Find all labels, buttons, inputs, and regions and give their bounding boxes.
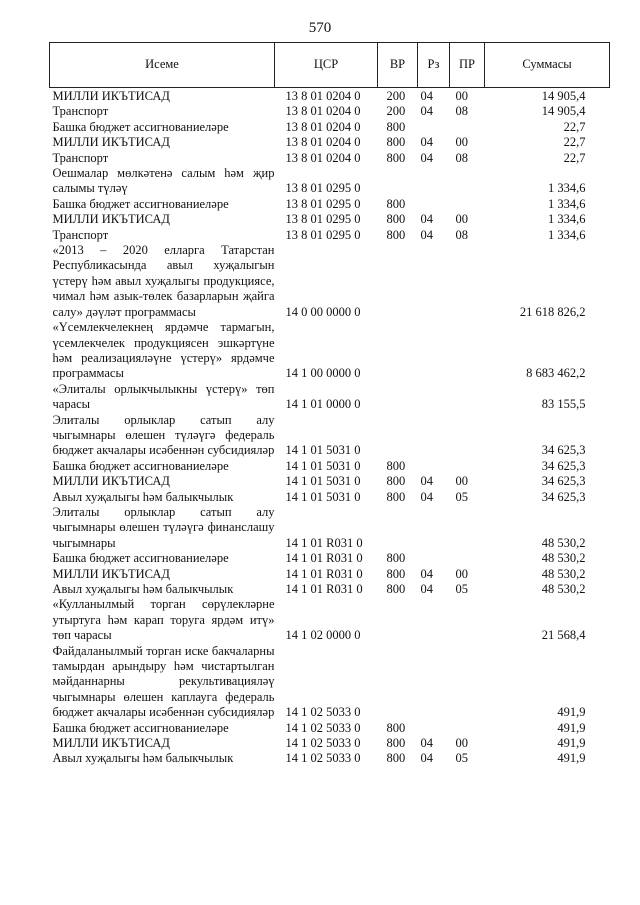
- cell-csr: 14 1 01 R031 0: [285, 582, 363, 596]
- cell-vr: 800: [386, 751, 406, 766]
- cell-vr: 800: [386, 212, 406, 227]
- cell-vr: [378, 413, 418, 459]
- cell-name: Транспорт: [52, 150, 109, 165]
- cell-pr: 00: [455, 135, 468, 150]
- cell-vr: [378, 644, 418, 721]
- cell-pr: 05: [455, 489, 468, 504]
- table-row: [50, 413, 610, 459]
- cell-vr: 800: [386, 720, 406, 735]
- cell-pr: 00: [455, 736, 468, 751]
- cell-csr: 14 1 01 0000 0: [285, 397, 361, 412]
- cell-vr: [378, 243, 418, 320]
- cell-rz: [418, 459, 450, 474]
- cell-csr: 14 1 02 5033 0: [285, 751, 361, 766]
- cell-name: Авыл хуҗалыгы һәм балыкчылык: [52, 489, 234, 504]
- cell-sum: 22,7: [563, 119, 586, 134]
- cell-csr: 14 1 01 R031 0: [285, 551, 363, 566]
- cell-sum: 491,9: [557, 720, 586, 735]
- cell-vr: 800: [386, 566, 406, 581]
- cell-vr: 200: [386, 89, 406, 103]
- cell-sum: 48 530,2: [541, 535, 586, 550]
- table-row: [50, 582, 610, 597]
- table-header-row: [50, 43, 610, 88]
- cell-pr: [450, 459, 485, 474]
- cell-pr: [450, 382, 485, 413]
- cell-csr: 13 8 01 0204 0: [285, 119, 361, 134]
- cell-rz: 04: [420, 150, 433, 165]
- table-row: [50, 88, 610, 105]
- cell-csr: 14 1 01 R031 0: [285, 535, 363, 550]
- cell-vr: 800: [386, 736, 406, 751]
- cell-csr: 13 8 01 0295 0: [285, 212, 361, 227]
- table-row: [50, 551, 610, 566]
- budget-table: [49, 42, 610, 767]
- cell-sum: 491,9: [557, 736, 586, 751]
- table-row: [50, 166, 610, 197]
- cell-csr: 14 1 01 5031 0: [285, 443, 361, 458]
- cell-name: Башка бюджет ассигнованиеләре: [52, 458, 229, 473]
- cell-vr: 800: [386, 227, 406, 242]
- cell-name: Башка бюджет ассигнованиеләре: [52, 720, 229, 735]
- cell-pr: 05: [455, 582, 468, 596]
- cell-csr: 14 1 00 0000 0: [285, 366, 361, 381]
- cell-pr: 00: [455, 89, 468, 103]
- cell-name: Оешмалар мөлкәтенә салым һәм җир салымы түләү: [52, 166, 275, 196]
- table-row: [50, 197, 610, 212]
- cell-vr: 800: [386, 150, 406, 165]
- cell-name: МИЛЛИ ИКЪТИСАД: [52, 736, 170, 751]
- cell-rz: [418, 120, 450, 135]
- cell-name: «2013 – 2020 елларга Татарстан Республикасында авыл хуҗалыгын үстерү һәм авыл хуҗалыгы продукциясе, чимал һәм азык-төлек базарларын җайга салу» дәүләт программасы: [52, 243, 275, 319]
- cell-vr: [378, 382, 418, 413]
- cell-vr: 800: [386, 474, 406, 489]
- cell-rz: [418, 243, 450, 320]
- table-row: [50, 151, 610, 166]
- cell-vr: 800: [386, 135, 406, 150]
- cell-pr: 08: [455, 227, 468, 242]
- cell-pr: [450, 597, 485, 643]
- table-row: [50, 382, 610, 413]
- cell-rz: [418, 413, 450, 459]
- cell-name: Элиталы орлыклар сатып алу чыгымнары өлешен түләүгә финанслашу чыгымнары: [52, 504, 275, 550]
- cell-csr: 13 8 01 0204 0: [285, 135, 361, 150]
- cell-name: Транспорт: [52, 227, 109, 242]
- cell-vr: 800: [386, 489, 406, 504]
- cell-pr: 00: [455, 474, 468, 489]
- cell-pr: 00: [455, 566, 468, 581]
- cell-sum: 491,9: [557, 751, 586, 766]
- cell-rz: 04: [420, 489, 433, 504]
- table-row: [50, 597, 610, 643]
- cell-pr: [450, 721, 485, 736]
- cell-rz: [418, 644, 450, 721]
- cell-csr: 13 8 01 0204 0: [285, 150, 361, 165]
- cell-vr: 200: [386, 104, 406, 119]
- table-row: [50, 243, 610, 320]
- cell-sum: 21 618 826,2: [519, 304, 586, 319]
- cell-sum: 1 334,6: [548, 212, 586, 227]
- cell-pr: [450, 413, 485, 459]
- cell-vr: [378, 166, 418, 197]
- cell-csr: 14 1 01 5031 0: [285, 474, 361, 489]
- table-row: [50, 104, 610, 119]
- cell-pr: [450, 243, 485, 320]
- cell-csr: 14 1 02 5033 0: [285, 720, 361, 735]
- cell-name: Авыл хуҗалыгы һәм балыкчылык: [52, 751, 234, 766]
- header-pr: ПР: [450, 43, 485, 88]
- cell-csr: 13 8 01 0295 0: [285, 196, 361, 211]
- cell-name: «Элиталы орлыкчылыкны үстерү» төп чарасы: [52, 381, 275, 412]
- cell-rz: [418, 597, 450, 643]
- cell-rz: 04: [420, 736, 433, 751]
- cell-rz: 04: [420, 89, 433, 103]
- cell-csr: 14 1 01 5031 0: [285, 458, 361, 473]
- cell-rz: [418, 197, 450, 212]
- cell-name: МИЛЛИ ИКЪТИСАД: [52, 566, 170, 581]
- cell-csr: 14 1 02 5033 0: [285, 705, 361, 720]
- cell-sum: 1 334,6: [548, 196, 586, 211]
- cell-sum: 48 530,2: [541, 551, 586, 566]
- cell-sum: 48 530,2: [541, 566, 586, 581]
- cell-name: Башка бюджет ассигнованиеләре: [52, 196, 229, 211]
- cell-name: «Кулланылмый торган сөрүлекләрне утыртуга һәм карап торуга ярдәм итү» төп чарасы: [52, 597, 275, 643]
- cell-pr: [450, 505, 485, 551]
- table-body: [50, 88, 610, 767]
- cell-csr: 14 0 00 0000 0: [285, 304, 361, 319]
- cell-csr: 14 1 02 5033 0: [285, 736, 361, 751]
- cell-rz: [418, 551, 450, 566]
- cell-vr: 800: [386, 551, 406, 566]
- cell-pr: 08: [455, 150, 468, 165]
- table-row: [50, 644, 610, 721]
- header-vr: ВР: [378, 43, 418, 88]
- cell-rz: [418, 320, 450, 382]
- table-row: [50, 505, 610, 551]
- cell-pr: 05: [455, 751, 468, 766]
- cell-pr: 00: [455, 212, 468, 227]
- cell-name: МИЛЛИ ИКЪТИСАД: [52, 135, 170, 150]
- cell-pr: [450, 644, 485, 721]
- header-name: Исеме: [50, 43, 275, 88]
- cell-pr: 08: [455, 104, 468, 119]
- cell-vr: 800: [386, 196, 406, 211]
- table-row: [50, 490, 610, 505]
- cell-csr: 14 1 01 R031 0: [285, 566, 363, 581]
- cell-sum: 1 334,6: [548, 227, 586, 242]
- cell-name: Башка бюджет ассигнованиеләре: [52, 119, 229, 134]
- cell-rz: [418, 166, 450, 197]
- cell-name: «Үсемлекчелекнең ярдәмче тармагын, үсемлекчелек продукциясен эшкәртүне һәм реализацияләүне үстерү» ярдәмче программасы: [52, 320, 275, 381]
- cell-csr: 13 8 01 0295 0: [285, 227, 361, 242]
- cell-vr: 800: [386, 119, 406, 134]
- cell-rz: 04: [420, 135, 433, 150]
- header-csr: ЦСР: [275, 43, 378, 88]
- cell-name: Элиталы орлыклар сатып алу чыгымнары өлешен түләүгә федераль бюджет акчалары исәбеннән субсидияләр: [52, 412, 275, 458]
- cell-csr: 13 8 01 0295 0: [285, 181, 361, 196]
- cell-csr: 14 1 01 5031 0: [285, 489, 361, 504]
- cell-sum: 34 625,3: [541, 474, 586, 489]
- cell-csr: 13 8 01 0204 0: [285, 89, 361, 103]
- cell-rz: [418, 382, 450, 413]
- cell-vr: [378, 597, 418, 643]
- cell-pr: [450, 320, 485, 382]
- cell-sum: 14 905,4: [541, 89, 586, 103]
- cell-name: МИЛЛИ ИКЪТИСАД: [52, 212, 170, 227]
- cell-name: МИЛЛИ ИКЪТИСАД: [52, 474, 170, 489]
- cell-name: МИЛЛИ ИКЪТИСАД: [52, 89, 170, 103]
- cell-sum: 491,9: [557, 705, 586, 720]
- header-sum: Суммасы: [485, 43, 610, 88]
- cell-name: Авыл хуҗалыгы һәм балыкчылык: [52, 582, 234, 596]
- cell-vr: [378, 320, 418, 382]
- cell-sum: 8 683 462,2: [526, 366, 586, 381]
- cell-rz: 04: [420, 582, 433, 596]
- cell-csr: 13 8 01 0204 0: [285, 104, 361, 119]
- cell-rz: 04: [420, 227, 433, 242]
- cell-vr: 800: [386, 458, 406, 473]
- table-row: [50, 228, 610, 243]
- cell-name: Башка бюджет ассигнованиеләре: [52, 551, 229, 566]
- cell-pr: [450, 551, 485, 566]
- cell-csr: 14 1 02 0000 0: [285, 628, 361, 643]
- cell-sum: 14 905,4: [541, 104, 586, 119]
- cell-pr: [450, 166, 485, 197]
- cell-sum: 1 334,6: [548, 181, 586, 196]
- cell-vr: 800: [386, 582, 406, 596]
- table-row: [50, 459, 610, 474]
- cell-rz: 04: [420, 212, 433, 227]
- cell-rz: [418, 505, 450, 551]
- table-row: [50, 212, 610, 227]
- cell-rz: [418, 721, 450, 736]
- cell-pr: [450, 120, 485, 135]
- cell-rz: 04: [420, 104, 433, 119]
- cell-sum: 83 155,5: [541, 397, 586, 412]
- cell-pr: [450, 197, 485, 212]
- table-row: [50, 135, 610, 150]
- table-row: [50, 567, 610, 582]
- cell-rz: 04: [420, 566, 433, 581]
- table-row: [50, 120, 610, 135]
- page-number: 570: [308, 20, 332, 36]
- cell-sum: 34 625,3: [541, 443, 586, 458]
- header-rz: Рз: [418, 43, 450, 88]
- cell-sum: 21 568,4: [541, 628, 586, 643]
- cell-sum: 34 625,3: [541, 458, 586, 473]
- cell-sum: 34 625,3: [541, 489, 586, 504]
- table-row: [50, 320, 610, 382]
- table-row: [50, 736, 610, 751]
- cell-sum: 22,7: [563, 150, 586, 165]
- table-row: [50, 721, 610, 736]
- cell-sum: 22,7: [563, 135, 586, 150]
- table-row: [50, 474, 610, 489]
- cell-name: Файдаланылмый торган иске бакчаларны тамырдан арындыру һәм чистартылган мәйданнарны рекультивацияләү чыгымнары өлешен каплауга федераль бюджет акчалары исәбеннән субсидияләр: [52, 643, 275, 720]
- cell-vr: [378, 505, 418, 551]
- table-row: [50, 751, 610, 766]
- cell-name: Транспорт: [52, 104, 109, 119]
- cell-rz: 04: [420, 751, 433, 766]
- cell-sum: 48 530,2: [541, 582, 586, 596]
- cell-rz: 04: [420, 474, 433, 489]
